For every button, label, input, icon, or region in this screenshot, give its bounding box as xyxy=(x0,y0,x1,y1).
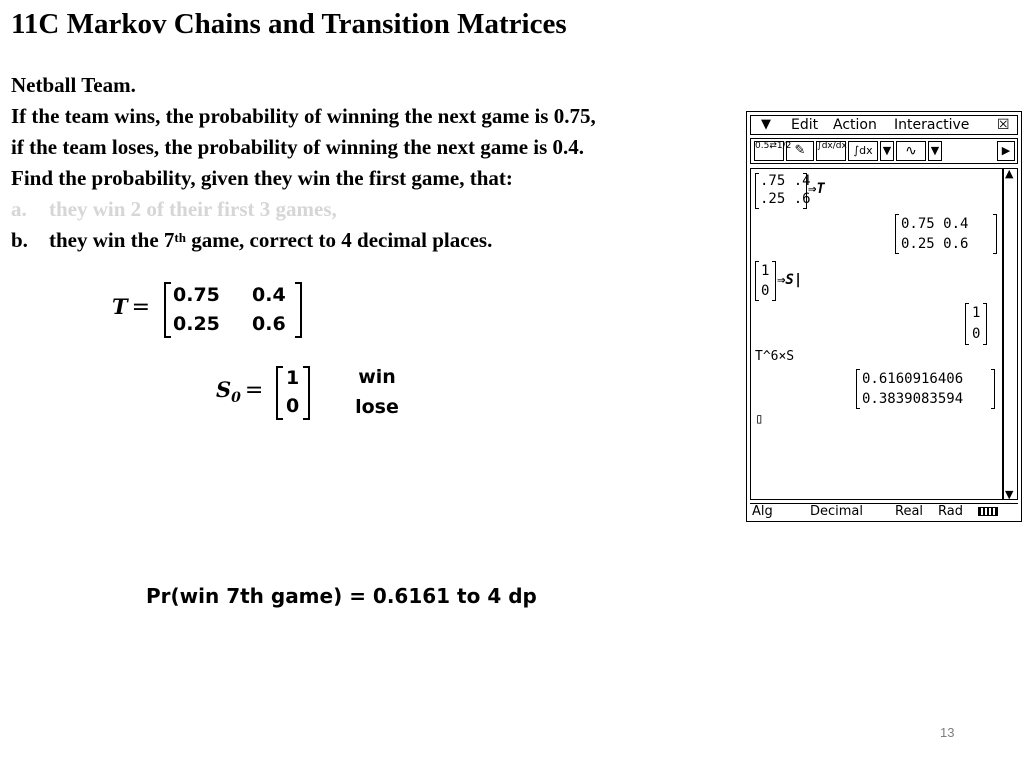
part-b-superscript: th xyxy=(174,230,186,245)
output-bracket-left xyxy=(965,303,969,345)
calculator-work-area[interactable] xyxy=(750,168,1003,500)
vector-symbol-s: $S_0$ xyxy=(216,377,241,407)
output-bracket-left xyxy=(895,214,899,254)
equals-sign: = xyxy=(131,295,151,320)
matrix-cell: 0.25 xyxy=(173,313,220,335)
problem-line-1: If the team wins, the probability of winning the next game is 0.75, xyxy=(11,104,596,128)
problem-heading: Netball Team. xyxy=(11,73,136,97)
problem-line-2: if the team loses, the probability of winning the next game is 0.4. xyxy=(11,135,585,159)
scroll-down-icon[interactable]: ▼ xyxy=(1005,488,1014,501)
menu-dropdown-icon[interactable]: ▼ xyxy=(761,117,771,132)
fraction-toggle-button[interactable]: 0.5⇄1/2 xyxy=(754,141,784,161)
output-vector-row: 1 xyxy=(972,305,981,321)
calculator-screenshot xyxy=(746,111,1022,522)
scroll-up-icon[interactable]: ▲ xyxy=(1005,167,1014,180)
state-vector-label xyxy=(216,377,263,406)
slide-title: 11C Markov Chains and Transition Matrices xyxy=(11,8,567,40)
part-b-text-before: they win the 7 xyxy=(49,228,175,252)
left-bracket xyxy=(276,366,283,420)
status-mode[interactable]: Alg xyxy=(752,504,773,519)
answer-statement: Pr(win 7th game) = 0.6161 to 4 dp xyxy=(146,584,537,608)
status-angle[interactable]: Rad xyxy=(938,504,963,519)
power-expression: T^6×S xyxy=(755,349,795,364)
output-bracket-left xyxy=(856,369,860,409)
part-a-marker: a. xyxy=(11,197,27,221)
calculator-menu-bar xyxy=(750,115,1018,135)
input-vector-row: 0 xyxy=(761,283,770,299)
matrix-symbol-t: T xyxy=(112,294,128,319)
calculator-scrollbar[interactable] xyxy=(1003,168,1018,500)
scroll-right-icon[interactable]: ▶ xyxy=(997,141,1015,161)
part-a-text: they win 2 of their first 3 games, xyxy=(49,197,337,221)
page-number: 13 xyxy=(940,725,955,740)
menu-item-edit[interactable]: Edit xyxy=(791,117,819,133)
stylus-button[interactable]: ✎ xyxy=(786,141,814,161)
menu-item-action[interactable]: Action xyxy=(833,117,877,133)
output-bracket-right xyxy=(993,214,997,254)
output-bracket-right xyxy=(983,303,987,345)
result-row-lose: 0.3839083594 xyxy=(862,391,964,407)
differentiate-button[interactable]: ∫dx/dx xyxy=(816,141,846,161)
problem-text xyxy=(11,70,731,256)
input-cursor[interactable]: ▯ xyxy=(755,411,764,427)
state-labels xyxy=(345,362,409,422)
transition-matrix xyxy=(164,282,302,338)
output-matrix-row: 0.75 0.4 xyxy=(901,216,969,232)
vector-cell: 0 xyxy=(286,395,300,417)
part-b-marker: b. xyxy=(11,228,28,252)
status-number[interactable]: Real xyxy=(895,504,924,519)
output-bracket-right xyxy=(991,369,995,409)
assign-to-s: ⇒S| xyxy=(777,272,803,288)
output-vector-row: 0 xyxy=(972,326,981,342)
vector-subscript: 0 xyxy=(231,390,241,407)
part-a xyxy=(11,194,731,225)
problem-line-3: Find the probability, given they win the first game, that: xyxy=(11,166,513,190)
input-bracket-left xyxy=(755,173,759,209)
state-label-win: win xyxy=(358,366,396,388)
result-row-win: 0.6160916406 xyxy=(862,371,964,387)
input-matrix-row: .75 .4 xyxy=(760,173,811,189)
graph-button[interactable]: ∿ xyxy=(896,141,926,161)
dropdown-icon[interactable]: ▼ xyxy=(928,141,942,161)
menu-item-interactive[interactable]: Interactive xyxy=(894,117,970,133)
integrate-button[interactable]: ∫dx xyxy=(848,141,878,161)
right-bracket xyxy=(303,366,310,420)
calculator-status-bar xyxy=(750,503,1018,521)
matrix-cell: 0.6 xyxy=(252,313,286,335)
equals-sign: = xyxy=(244,378,264,403)
input-bracket-left xyxy=(755,261,759,301)
output-matrix-row: 0.25 0.6 xyxy=(901,236,969,252)
matrix-cell: 0.75 xyxy=(173,284,220,306)
status-format[interactable]: Decimal xyxy=(810,504,864,519)
right-bracket xyxy=(295,282,302,338)
close-icon[interactable]: ☒ xyxy=(997,117,1010,133)
part-b-text-after: game, correct to 4 decimal places. xyxy=(185,228,493,252)
transition-matrix-label xyxy=(112,294,150,320)
assign-to-t: ⇒T xyxy=(808,181,825,197)
input-bracket-right xyxy=(772,261,776,301)
battery-icon xyxy=(978,507,998,516)
part-b xyxy=(11,225,731,256)
state-label-lose: lose xyxy=(355,396,399,418)
vector-cell: 1 xyxy=(286,367,300,389)
calculator-toolbar xyxy=(750,138,1018,164)
input-matrix-row: .25 .6 xyxy=(760,191,811,207)
matrix-cell: 0.4 xyxy=(252,284,286,306)
dropdown-icon[interactable]: ▼ xyxy=(880,141,894,161)
state-vector xyxy=(276,366,310,420)
left-bracket xyxy=(164,282,171,338)
input-bracket-right xyxy=(803,173,807,209)
input-vector-row: 1 xyxy=(761,263,770,279)
